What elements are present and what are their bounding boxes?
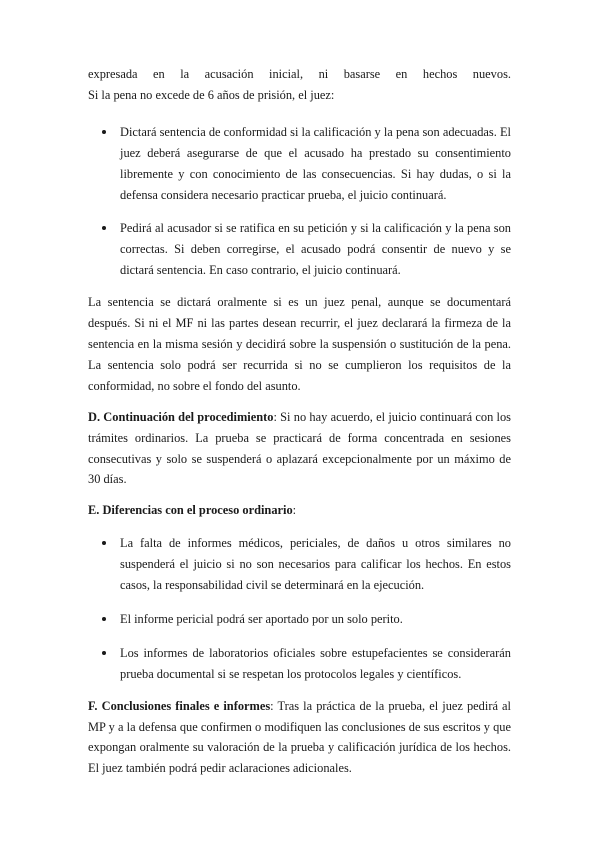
- section-f-paragraph: [88, 696, 511, 780]
- bullet-icon: [102, 226, 106, 230]
- section-f-heading: F. Conclusiones finales e informes: [88, 698, 271, 713]
- list-item: [120, 643, 511, 685]
- section-d-paragraph: [88, 407, 511, 491]
- list-item: [120, 122, 511, 206]
- bullet-icon: [102, 130, 106, 134]
- section-e-heading: E. Diferencias con el proceso ordinario: [88, 503, 293, 518]
- list-item: [120, 609, 511, 630]
- bullet-icon: [102, 651, 106, 655]
- section-d-heading: D. Continuación del procedimiento: [88, 409, 274, 424]
- list-item: [120, 218, 511, 281]
- paragraph-sentencia: La sentencia se dictará oralmente si es un juez penal, aunque se documentará después. Si ni el MF ni las partes desean recurrir, el juez declarará la firmeza de la sentencia en la misma sesión y decidirá sobre la suspensión o sustitución de la pena. La sentencia solo podrá ser recurrida si no se cumplieron los requisitos de la conformidad, no sobre el fondo del asunto.: [88, 295, 511, 393]
- list-item-text: Pedirá al acusador si se ratifica en su petición y si la calificación y la pena son correctas. Si deben corregirse, el acusado podrá consentir de nuevo y se dictará sentencia. En caso contrario, el juicio continuará.: [120, 221, 511, 278]
- bullet-icon: [102, 617, 106, 621]
- list-item: [120, 533, 511, 596]
- list-item-text: Los informes de laboratorios oficiales sobre estupefacientes se considerarán prueba documental si se respetan los protocolos legales y científicos.: [120, 645, 511, 681]
- differences-list: [88, 533, 511, 684]
- intro-line-1: expresada en la acusación inicial, ni basarse en hechos nuevos.: [88, 67, 511, 81]
- conformity-list: [88, 122, 511, 281]
- section-f-text: : Tras la práctica de la prueba, el juez pedirá al MP y a la defensa que confirmen o modifiquen las conclusiones de sus escritos y que expongan oralmente su valoración de la prueba y calificación jurídica de los hechos. El juez también podrá pedir aclaraciones adicionales.: [88, 698, 511, 776]
- section-d-text: : Si no hay acuerdo, el juicio continuará con los trámites ordinarios. La prueba se practicará de forma concentrada en sesiones consecutivas y solo se suspenderá o aplazará excepcionalmente por un máximo de 30 días.: [88, 409, 511, 487]
- list-item-text: La falta de informes médicos, periciales, de daños u otros similares no suspenderá el juicio si no son necesarios para calificar los hechos. En estos casos, la responsabilidad civil se determinará en la ejecución.: [120, 536, 511, 593]
- intro-line-2: Si la pena no excede de 6 años de prisión, el juez:: [88, 87, 335, 102]
- bullet-icon: [102, 541, 106, 545]
- list-item-text: El informe pericial podrá ser aportado por un solo perito.: [120, 611, 403, 626]
- list-item-text: Dictará sentencia de conformidad si la calificación y la pena son adecuadas. El juez deberá asegurarse de que el acusado ha prestado su consentimiento libremente y con conocimiento de las consecuencias. Si hay dudas, o si la defensa considera necesario practicar prueba, el juicio continuará.: [120, 124, 511, 202]
- section-e-paragraph: [88, 500, 511, 521]
- section-e-text: :: [292, 503, 297, 518]
